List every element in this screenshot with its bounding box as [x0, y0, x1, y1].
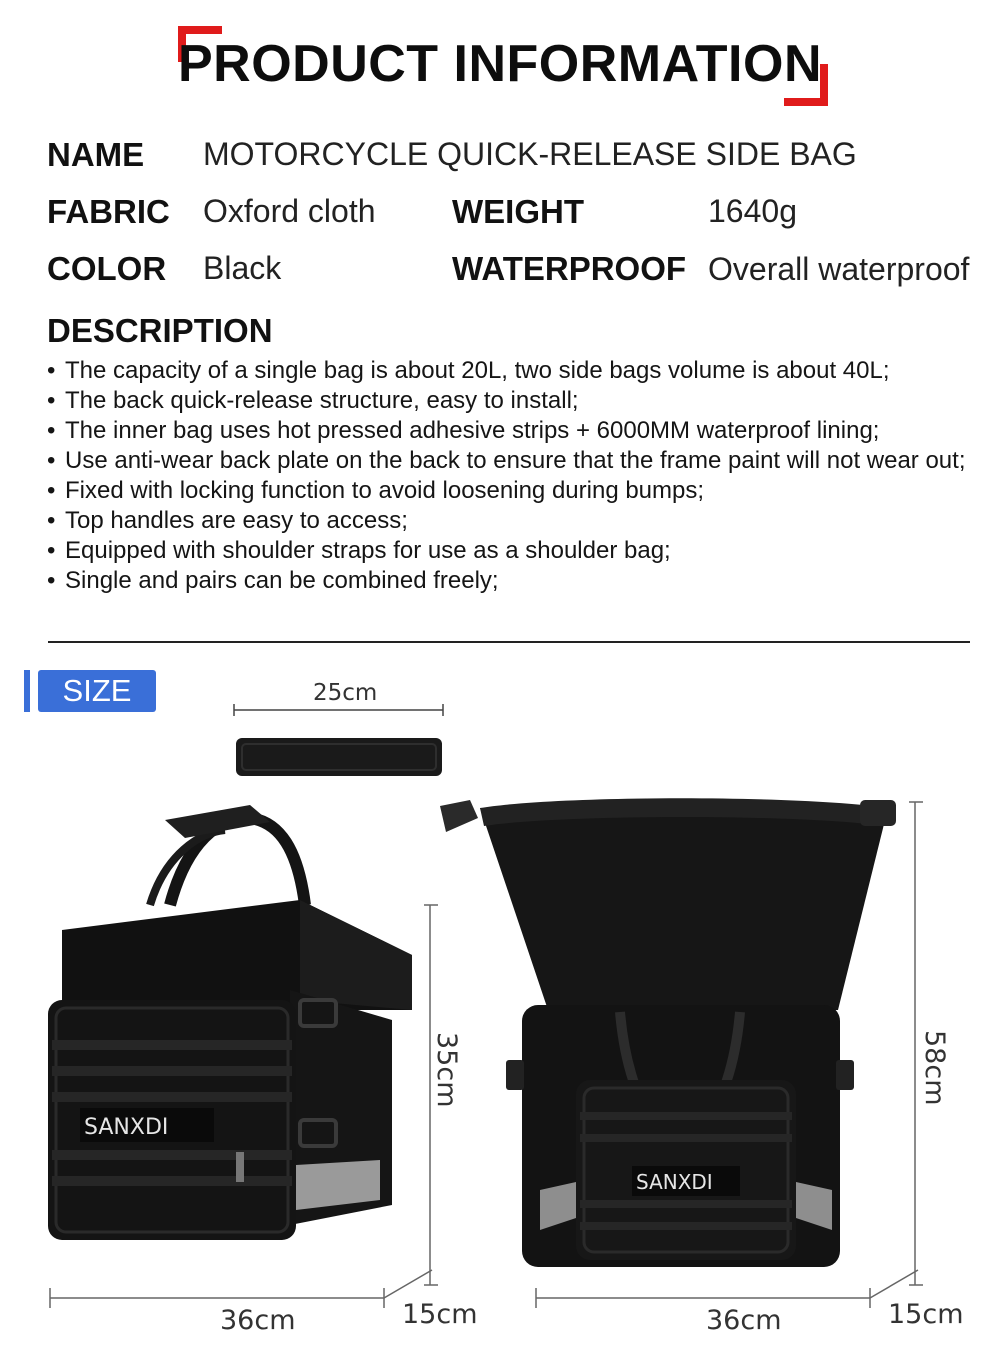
- right-bag: [440, 798, 896, 1267]
- right-bag-width-label: 36cm: [706, 1305, 782, 1336]
- spec-weight-value: 1640g: [708, 193, 797, 229]
- spec-waterproof-value: Overall waterproof: [708, 251, 970, 287]
- description-item: • Equipped with shoulder straps for use as a shoulder bag;: [47, 536, 977, 566]
- right-bag-depth-label: 15cm: [888, 1299, 964, 1330]
- spec-fabric-value: Oxford cloth: [203, 193, 376, 229]
- description-item: • Single and pairs can be combined freely;: [47, 566, 977, 596]
- description-item: • The capacity of a single bag is about 20L, two side bags volume is about 40L;: [47, 356, 977, 386]
- handle-width-label: 25cm: [313, 680, 378, 706]
- handle-pad: [234, 704, 443, 776]
- spec-color-label: COLOR: [47, 250, 167, 287]
- left-bag-width-label: 36cm: [220, 1305, 296, 1336]
- left-bag-depth-label: 15cm: [402, 1299, 478, 1330]
- right-bag-logo: SANXDI: [636, 1170, 713, 1194]
- left-bag-height-label: 35cm: [431, 1032, 462, 1108]
- spec-fabric-label: FABRIC: [47, 193, 170, 230]
- description-item: • Fixed with locking function to avoid loosening during bumps;: [47, 476, 977, 506]
- left-bag-logo: SANXDI: [84, 1115, 169, 1140]
- spec-name-label: NAME: [47, 136, 145, 173]
- spec-waterproof-label: WATERPROOF: [452, 250, 687, 287]
- description-item: • The back quick-release structure, easy to install;: [47, 386, 977, 416]
- size-badge: SIZE: [38, 670, 156, 712]
- spec-weight-label: WEIGHT: [452, 193, 584, 230]
- spec-color-value: Black: [203, 250, 282, 286]
- left-bag: [48, 805, 412, 1240]
- description-item: • Use anti-wear back plate on the back to ensure that the frame paint will not wear out;: [47, 446, 977, 476]
- spec-name-value: MOTORCYCLE QUICK-RELEASE SIDE BAG: [203, 136, 857, 172]
- page-title: PRODUCT INFORMATION: [177, 35, 823, 93]
- description-item: • The inner bag uses hot pressed adhesive strips + 6000MM waterproof lining;: [47, 416, 977, 446]
- right-bag-height-label: 58cm: [919, 1030, 950, 1106]
- description-item: • Top handles are easy to access;: [47, 506, 977, 536]
- description-heading: DESCRIPTION: [47, 312, 273, 349]
